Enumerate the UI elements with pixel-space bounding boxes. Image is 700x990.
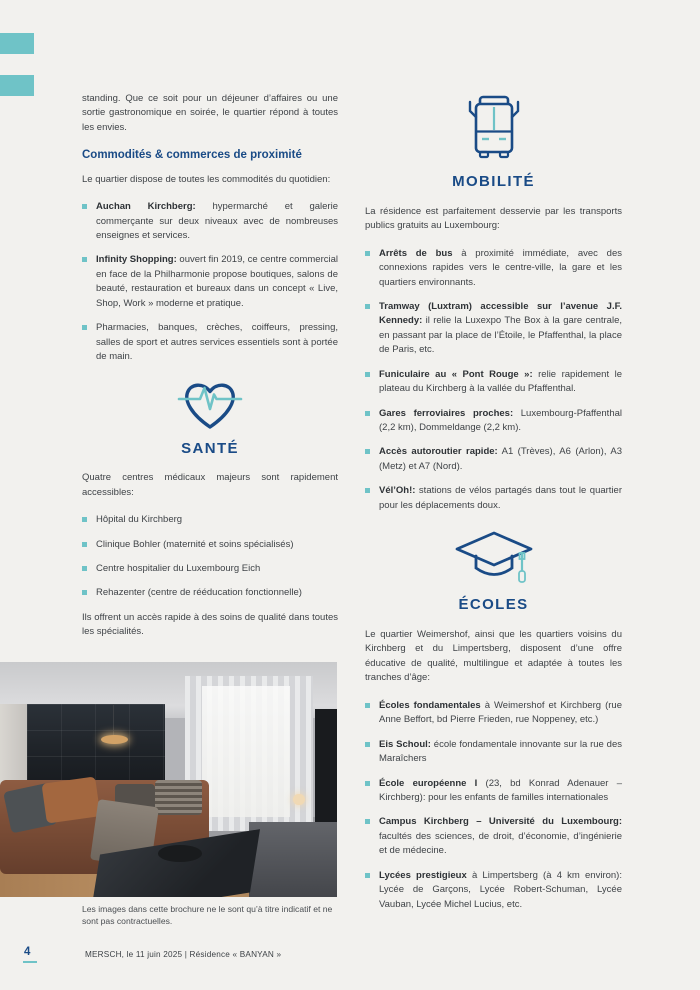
mobilite-lead: La résidence est parfaitement desservie par les transports publics gratuits au Luxembourg: <box>365 205 622 232</box>
corner-accent-bar <box>0 33 34 54</box>
list-item-lead: Écoles fondamentales <box>379 699 481 711</box>
graduation-cap-icon <box>365 529 622 589</box>
left-column <box>82 92 338 653</box>
list-item-lead: École européenne I <box>379 777 478 789</box>
mobilite-title: MOBILITÉ <box>452 173 535 190</box>
bullet-square-icon <box>365 873 370 878</box>
sante-outro: Ils offrent un accès rapide à des soins de qualité dans toutes les spécialités. <box>82 611 338 638</box>
bullet-square-icon <box>365 781 370 786</box>
bullet-square-icon <box>82 566 87 571</box>
sante-list <box>82 513 338 601</box>
bullet-square-icon <box>82 542 87 547</box>
bullet-square-icon <box>365 304 370 309</box>
bullet-square-icon <box>365 251 370 256</box>
bus-front-icon <box>365 94 622 166</box>
list-item: Funiculaire au « Pont Rouge »: relie rapidement le plateau du Kirchberg à la vallée du Pfaffenthal. <box>365 368 622 397</box>
heart-pulse-icon <box>82 375 338 433</box>
list-item-lead: Accès autoroutier rapide: <box>379 446 498 458</box>
bullet-square-icon <box>365 411 370 416</box>
list-item: Clinique Bohler (maternité et soins spécialisés) <box>82 538 338 552</box>
list-item-lead: Auchan Kirchberg: <box>96 201 196 213</box>
list-item-lead: Tramway (Luxtram) accessible sur l’avenue J.F. Kennedy: <box>379 300 622 327</box>
list-item-lead: Arrêts de bus <box>379 247 453 259</box>
list-item: Eis Schoul: école fondamentale innovante sur la rue des Maraîchers <box>365 738 622 767</box>
commodites-list <box>82 200 338 364</box>
commodites-heading: Commodités & commerces de proximité <box>82 149 302 162</box>
commodites-lead: Le quartier dispose de toutes les commodités du quotidien: <box>82 173 331 185</box>
list-item-lead: Campus Kirchberg – Université du Luxembourg: <box>379 816 622 828</box>
list-item: Rehazenter (centre de rééducation fonctionnelle) <box>82 586 338 600</box>
list-item: Tramway (Luxtram) accessible sur l’avenue J.F. Kennedy: il relie la Luxexpo The Box à la gare centrale, en passant par la place de l’Étoile, le Pfaffenthal, la place de Paris, etc. <box>365 300 622 358</box>
bullet-square-icon <box>82 517 87 522</box>
bullet-square-icon <box>365 449 370 454</box>
mobilite-list <box>365 247 622 514</box>
ecoles-list <box>365 699 622 912</box>
list-item-lead: Gares ferroviaires proches: <box>379 407 514 419</box>
page-number: 4 <box>24 946 31 958</box>
list-item: Campus Kirchberg – Université du Luxembourg: facultés des sciences, de droit, d’économie, d’ingénierie et de médecine. <box>365 815 622 858</box>
corner-accent-bar <box>0 75 34 96</box>
bullet-square-icon <box>365 703 370 708</box>
bullet-square-icon <box>365 819 370 824</box>
list-item: Hôpital du Kirchberg <box>82 513 338 527</box>
list-item: Écoles fondamentales à Weimershof et Kirchberg (rue Anne Beffort, bd Pierre Frieden, rue Noppeney, etc.) <box>365 699 622 728</box>
bullet-square-icon <box>82 257 87 262</box>
sante-title: SANTÉ <box>181 439 239 457</box>
list-item: Pharmacies, banques, crèches, coiffeurs, pressing, salles de sport et autres services essentiels sont à portée de main. <box>82 321 338 364</box>
ecoles-lead: Le quartier Weimershof, ainsi que les quartiers voisins du Kirchberg et du Limpertsberg, disposent d’une offre éducative de qualité, multilingue et adaptée à toutes les tranches d’âge: <box>365 629 622 684</box>
sante-lead: Quatre centres médicaux majeurs sont rapidement accessibles: <box>82 472 338 498</box>
list-item: Vél’Oh!: stations de vélos partagés dans tout le quartier pour les déplacements doux. <box>365 484 622 513</box>
bullet-square-icon <box>365 372 370 377</box>
intro-paragraph: standing. Que ce soit pour un déjeuner d’affaires ou une sortie gastronomique en soirée, le quartier répond à toutes les envies. <box>82 93 338 133</box>
list-item: École européenne I (23, bd Konrad Adenauer – Kirchberg): pour les enfants de familles internationales <box>365 777 622 806</box>
list-item: Arrêts de bus à proximité immédiate, avec des connexions rapides vers le centre-ville, la gare et les quartiers environnants. <box>365 247 622 290</box>
list-item-lead: Infinity Shopping: <box>96 254 177 266</box>
list-item: Accès autoroutier rapide: A1 (Trèves), A6 (Arlon), A3 (Metz) et A7 (Nord). <box>365 445 622 474</box>
list-item: Gares ferroviaires proches: Luxembourg-Pfaffenthal (2,2 km), Dommeldange (2,2 km). <box>365 407 622 436</box>
ecoles-title: ÉCOLES <box>458 596 529 614</box>
list-item-lead: Eis Schoul: <box>379 738 431 750</box>
right-column <box>365 92 622 922</box>
list-item-lead: Vél’Oh!: <box>379 485 416 497</box>
bullet-square-icon <box>365 488 370 493</box>
list-item: Auchan Kirchberg: hypermarché et galerie commerçante sur deux niveaux avec de nombreuses enseignes et services. <box>82 200 338 243</box>
footer-text: MERSCH, le 11 juin 2025 | Résidence « BANYAN » <box>85 950 282 959</box>
bullet-square-icon <box>82 590 87 595</box>
list-item-lead: Lycées prestigieux <box>379 869 467 881</box>
list-item: Lycées prestigieux à Limpertsberg (à 4 km environ): Lycée de Garçons, Lycée Robert-Schuman, Lycée Vauban, Lycée Michel Lucius, etc. <box>365 869 622 912</box>
photo-caption: Les images dans cette brochure ne le sont qu’à titre indicatif et ne sont pas contractuelles. <box>82 904 333 927</box>
list-item: Centre hospitalier du Luxembourg Eich <box>82 562 338 576</box>
bullet-square-icon <box>82 325 87 330</box>
living-room-photo <box>0 662 337 897</box>
bullet-square-icon <box>82 204 87 209</box>
list-item: Infinity Shopping: ouvert fin 2019, ce centre commercial en face de la Philharmonie propose boutiques, salons de beauté, restauration et bureaux dans un concept « Live, Shop, Work » moderne et pratique. <box>82 253 338 311</box>
bullet-square-icon <box>365 742 370 747</box>
list-item-lead: Funiculaire au « Pont Rouge »: <box>379 368 533 380</box>
